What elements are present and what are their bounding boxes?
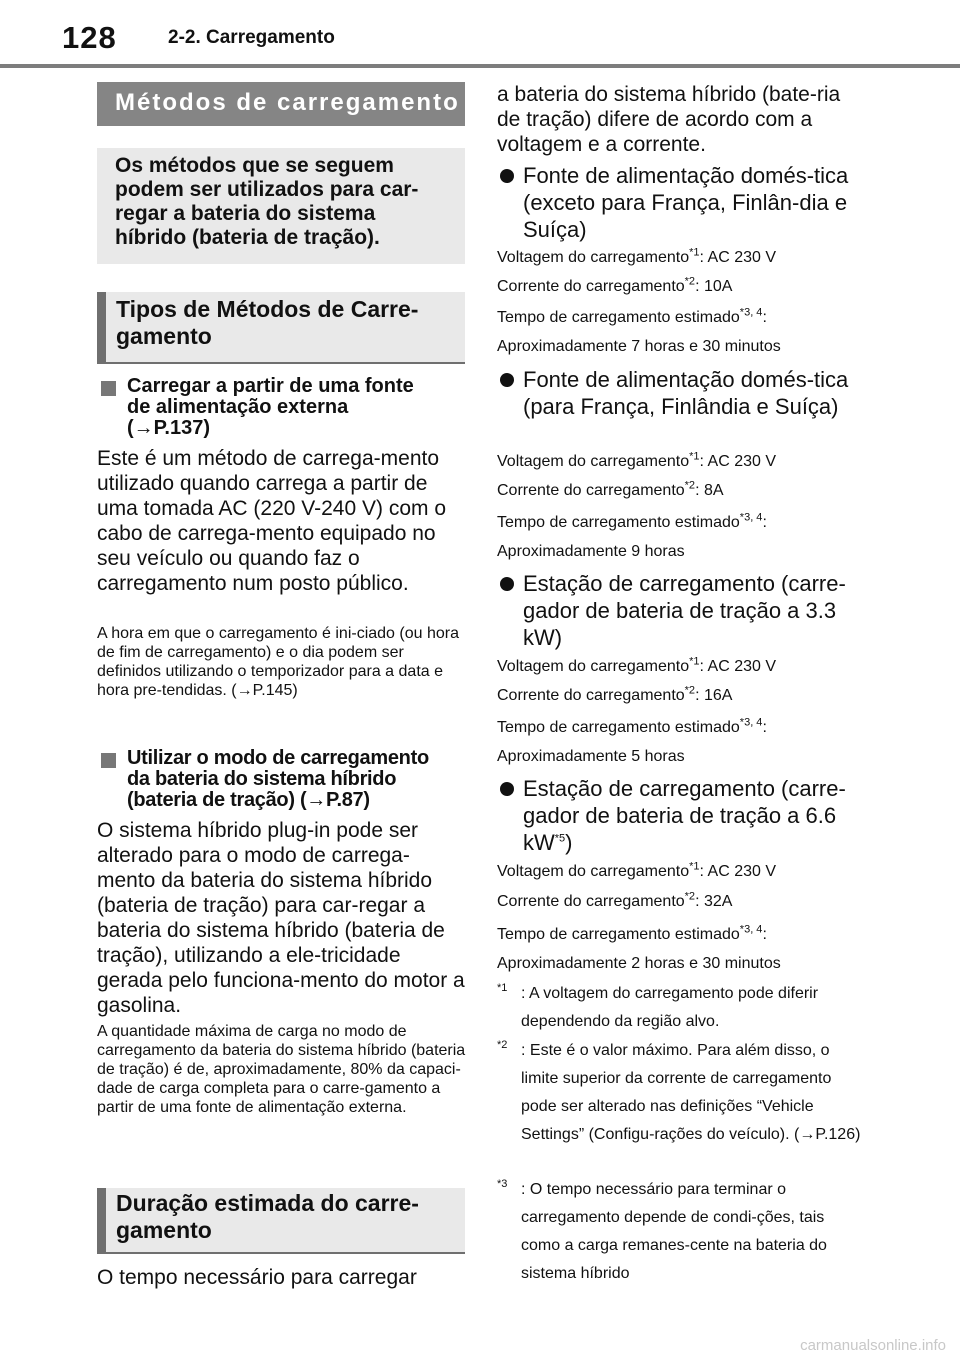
bullet-title-end: ) (565, 830, 573, 855)
watermark: carmanualsonline.info (800, 1337, 946, 1354)
spec-time-value: Aproximadamente 9 horas (497, 543, 685, 560)
spec-label: Voltagem do carregamento (497, 658, 690, 675)
spec-current (497, 686, 867, 705)
spec-label: Tempo de carregamento estimado (497, 309, 740, 326)
charge-mode-note: A quantidade máxima de carga no modo de carregamento da bateria do sistema híbrido (bateria de tração) é de, aproximadamente, 80% da capaci-dade de carga completa para o carre-gamento a partir de uma fonte de alimentação externa. (97, 1023, 466, 1116)
list-item (497, 775, 865, 856)
footnote-text: : A voltagem do carregamento pode diferir dependendo da região alvo. (521, 985, 819, 1030)
page-number: 128 (62, 20, 117, 55)
heading-line: da bateria do sistema híbrido (127, 768, 397, 790)
spec-label: Tempo de carregamento estimado (497, 719, 740, 736)
spec-label: Voltagem do carregamento (497, 453, 690, 470)
footnote: *3 : O tempo necessário para terminar o carregamento depende de condi-ções, tais como a carga remanes-cente na bateria do sistema híbrido (497, 1178, 827, 1282)
footnote: *1 : A voltagem do carregamento pode diferir dependendo da região alvo. (497, 982, 819, 1030)
subsection-charging-types (97, 292, 465, 364)
heading-external-charging (97, 376, 467, 439)
heading-charge-mode (97, 748, 469, 811)
heading-line: de alimentação externa (127, 396, 349, 418)
spec-value: : AC 230 V (699, 863, 777, 880)
bullet-dot-icon (500, 782, 514, 796)
spec-voltage (497, 248, 867, 267)
spec-voltage (497, 657, 867, 676)
spec-current (497, 277, 867, 296)
footnote-ref: *3, 4 (739, 306, 763, 319)
footnote-text: : Este é o valor máximo. Para além disso, o limite superior da corrente de carregamento pode ser alterado nas definições “Vehicle Settings” (Configu-rações do veículo). (→P.126) (521, 1042, 861, 1143)
heading-line: Utilizar o modo de carregamento (127, 747, 429, 769)
footnote-ref: *2 (684, 275, 696, 288)
subsection-charging-types-text: Tipos de Métodos de Carre-gamento (116, 296, 419, 349)
bullet-dot-icon (500, 577, 514, 591)
spec-time: Tempo de carregamento estimado$^{*3, 4}$: (497, 923, 767, 943)
bullet-dot-icon (500, 169, 514, 183)
spec-time-value: Aproximadamente 7 horas e 30 minutos (497, 338, 781, 355)
footnote-ref: *3, 4 (739, 716, 763, 729)
spec-current (497, 892, 867, 911)
footnote-ref: *5 (554, 832, 566, 845)
spec-label: Voltagem do carregamento (497, 863, 690, 880)
summary-text: Os métodos que se seguem podem ser utilizados para car-regar a bateria do sistema híbrido (bateria de tração). (115, 154, 419, 249)
spec-value: : AC 230 V (699, 249, 777, 266)
bullet-title: Estação de carregamento (carre-gador de bateria de tração a 6.6 kW (523, 776, 846, 855)
square-bullet-icon (101, 753, 116, 768)
spec-value: : 10A (695, 278, 733, 295)
charge-mode-body: O sistema híbrido plug-in pode ser alterado para o modo de carrega-mento da bateria do sistema híbrido (bateria de tração) para car-regar a bateria do sistema híbrido (bateria de tração), utilizando a ele-tricidade gerada pelo funciona-mento do motor a gasolina. (97, 819, 465, 1017)
duration-intro-continued: a bateria do sistema híbrido (bate-ria de tração) difere de acordo com a voltagem e a corrente. (497, 83, 841, 156)
spec-value: : 32A (695, 893, 733, 910)
heading-line: (bateria de tração) (→P.87) (127, 789, 370, 811)
footnote: *2 : Este é o valor máximo. Para além disso, o limite superior da corrente de carregamento pode ser alterado nas definições “Vehicle Settings” (Configu-rações do veículo). (→P.126) (497, 1039, 861, 1143)
footnote-ref: *2 (684, 479, 696, 492)
spec-label: Corrente do carregamento (497, 687, 685, 704)
bullet-title: Estação de carregamento (carre-gador de bateria de tração a 3.3 kW) (523, 571, 846, 650)
list-item (497, 570, 865, 651)
spec-value: : AC 230 V (699, 658, 777, 675)
spec-voltage (497, 452, 867, 471)
square-bullet-icon (101, 381, 116, 396)
spec-label: Corrente do carregamento (497, 482, 685, 499)
spec-label: Corrente do carregamento (497, 278, 685, 295)
spec-time: Tempo de carregamento estimado$^{*3, 4}$: (497, 716, 767, 736)
page-header (0, 0, 960, 70)
spec-label: Tempo de carregamento estimado (497, 514, 740, 531)
footnote-ref: *2 (684, 684, 696, 697)
spec-time-value: Aproximadamente 5 horas (497, 748, 685, 765)
spec-time: Tempo de carregamento estimado$^{*3, 4}$: (497, 511, 767, 531)
spec-current (497, 481, 867, 500)
footnote-ref: *1 (689, 860, 700, 873)
spec-label: Voltagem do carregamento (497, 249, 690, 266)
header-divider (0, 64, 960, 68)
footnote-ref: *3, 4 (739, 511, 763, 524)
heading-line: (→P.137) (127, 417, 211, 439)
section-title: 2-2. Carregamento (168, 27, 335, 48)
footnote-ref: *3, 4 (739, 923, 763, 936)
main-section-title-text: Métodos de carregamento (115, 89, 460, 116)
bullet-title: Fonte de alimentação domés-tica (para França, Finlândia e Suíça) (523, 367, 849, 419)
duration-intro: O tempo necessário para carregar (97, 1266, 417, 1289)
summary-box (97, 148, 465, 264)
footnote-ref: *2 (684, 890, 696, 903)
external-charging-body: Este é um método de carrega-mento utilizado quando carrega a partir de uma tomada AC (220 V-240 V) com o cabo de carrega-mento equipado no seu veículo ou quando faz o carregamento num posto público. (97, 447, 447, 595)
footnote-ref: *1 (689, 655, 700, 668)
list-item (497, 366, 865, 420)
footnote-ref: *1 (689, 246, 700, 259)
footnote-text: : O tempo necessário para terminar o carregamento depende de condi-ções, tais como a carga remanes-cente na bateria do sistema híbrido (521, 1181, 827, 1282)
footnote-ref: *1 (689, 450, 700, 463)
spec-voltage (497, 862, 867, 881)
main-section-title (97, 82, 465, 126)
spec-value: : 16A (695, 687, 733, 704)
bullet-title: Fonte de alimentação domés-tica (exceto para França, Finlân-dia e Suíça) (523, 163, 849, 242)
spec-value: : AC 230 V (699, 453, 777, 470)
spec-time: Tempo de carregamento estimado$^{*3, 4}$: (497, 306, 767, 326)
spec-value: : 8A (695, 482, 724, 499)
heading-line: Carregar a partir de uma fonte (127, 375, 414, 397)
external-charging-note: A hora em que o carregamento é ini-ciado (ou hora de fim de carregamento) e o dia podem ser definidos utilizando o temporizador para a data e hora pre-tendidas. (→P.145) (97, 625, 459, 699)
spec-label: Corrente do carregamento (497, 893, 685, 910)
subsection-charging-duration (97, 1188, 465, 1254)
subsection-charging-duration-text: Duração estimada do carre-gamento (116, 1190, 419, 1243)
list-item (497, 162, 865, 243)
spec-time-value: Aproximadamente 2 horas e 30 minutos (497, 955, 781, 972)
bullet-dot-icon (500, 373, 514, 387)
spec-label: Tempo de carregamento estimado (497, 926, 740, 943)
